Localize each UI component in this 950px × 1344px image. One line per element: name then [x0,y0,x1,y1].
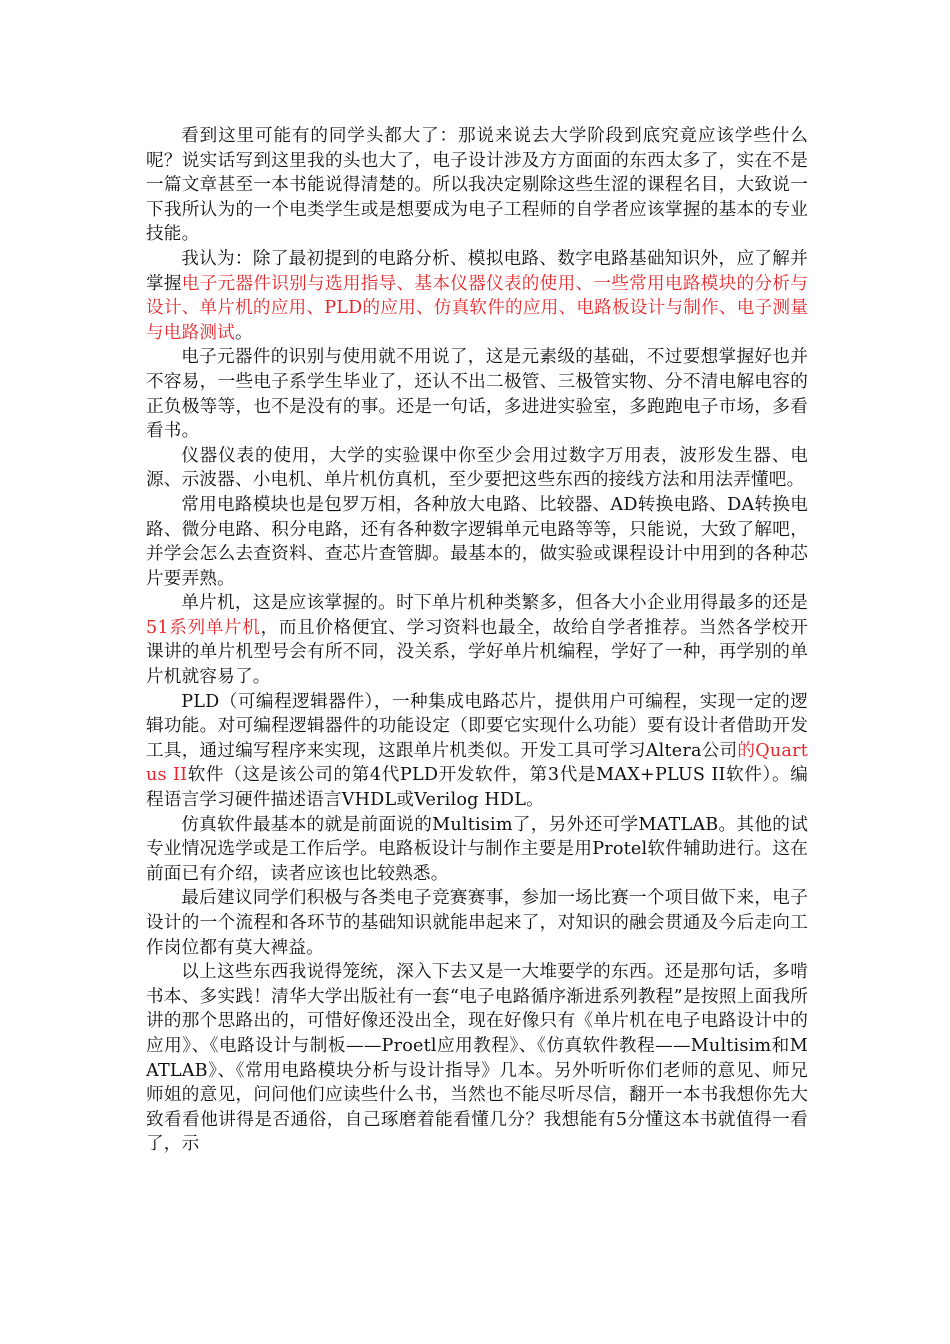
text-segment: 仪器仪表的使用，大学的实验课中你至少会用过数字万用表，波形发生器、电源、示波器、小电机、单片机仿真机，至少要把这些东西的接线方法和用法弄懂吧。 [146,445,808,491]
highlighted-text: 电子元器件识别与选用指导、基本仪器仪表的使用、一些常用电路模块的分析与设计、单片机的应用、PLD的应用、仿真软件的应用、电路板设计与制作、电子测量与电路测试 [146,273,808,343]
text-segment: 我认为：除了最初提到的电路分析、模拟电路、数字电路基础知识外，应了解并掌握 [146,248,808,294]
text-segment: 软件（这是该公司的第4代PLD开发软件，第3代是MAX+PLUS II软件）。编程语言学习硬件描述语言VHDL或Verilog HDL。 [146,765,808,811]
paragraph [146,813,808,887]
paragraph [146,124,808,247]
paragraph [146,247,808,345]
text-segment: 常用电路模块也是包罗万相，各种放大电路、比较器、AD转换电路、DA转换电路、微分电路、积分电路，还有各种数字逻辑单元电路等等，只能说，大致了解吧，并学会怎么去查资料、查芯片查管脚。最基本的，做实验或课程设计中用到的各种芯片要弄熟。 [146,494,808,589]
highlighted-text: 51系列单片机 [146,617,261,638]
document-body [146,124,808,1157]
paragraph [146,444,808,493]
text-segment: 看到这里可能有的同学头都大了：那说来说去大学阶段到底究竟应该学些什么呢？说实话写到这里我的头也大了，电子设计涉及方方面面的东西太多了，实在不是一篇文章甚至一本书能说得清楚的。所以我决定剔除这些生涩的课程名目，大致说一下我所认为的一个电类学生或是想要成为电子工程师的自学者应该掌握的基本的专业技能。 [146,126,808,245]
text-segment: PLD（可编程逻辑器件），一种集成电路芯片，提供用户可编程，实现一定的逻辑功能。对可编程逻辑器件的功能设定（即要它实现什么功能）要有设计者借助开发工具，通过编写程序来实现，这跟单片机类似。开发工具可学习Altera公司 [146,691,808,761]
text-segment: 以上这些东西我说得笼统，深入下去又是一大堆要学的东西。还是那句话，多啃书本、多实践！清华大学出版社有一套“电子电路循序渐进系列教程”是按照上面我所讲的那个思路出的，可惜好像还没出全，现在好像只有《单片机在电子电路设计中的应用》、《电路设计与制板——Proetl应用教程》、《仿真软件教程——Multisim和MATLAB》、《常用电路模块分析与设计指导》几本。另外听听你们老师的意见、师兄师姐的意见，问问他们应读些什么书，当然也不能尽听尽信，翻开一本书我想你先大致看看他讲得是否通俗，自己琢磨着能看懂几分？我想能有5分懂这本书就值得一看了，示 [146,962,808,1155]
paragraph [146,345,808,443]
paragraph [146,886,808,960]
text-segment: 最后建议同学们积极与各类电子竞赛赛事，参加一场比赛一个项目做下来，电子设计的一个流程和各环节的基础知识就能串起来了，对知识的融会贯通及今后走向工作岗位都有莫大裨益。 [146,888,808,958]
text-segment: ，而且价格便宜、学习资料也最全，故给自学者推荐。当然各学校开课讲的单片机型号会有所不同，没关系，学好单片机编程，学好了一种，再学别的单片机就容易了。 [146,617,808,688]
paragraph [146,690,808,813]
paragraph [146,960,808,1157]
paragraph [146,591,808,689]
text-segment: 仿真软件最基本的就是前面说的Multisim了，另外还可学MATLAB。其他的试专业情况选学或是工作后学。电路板设计与制作主要是用Protel软件辅助进行。这在前面已有介绍，读者应该也比较熟悉。 [146,814,808,884]
paragraph [146,493,808,591]
text-segment: 电子元器件的识别与使用就不用说了，这是元素级的基础，不过要想掌握好也并不容易，一些电子系学生毕业了，还认不出二极管、三极管实物、分不清电解电容的正负极等等，也不是没有的事。还是一句话，多进进实验室，多跑跑电子市场，多看看书。 [146,347,808,442]
text-segment: 单片机，这是应该掌握的。时下单片机种类繁多，但各大小企业用得最多的还是 [181,593,808,614]
highlighted-text: 的Quartus II [146,740,808,786]
text-segment: 。 [234,322,253,343]
